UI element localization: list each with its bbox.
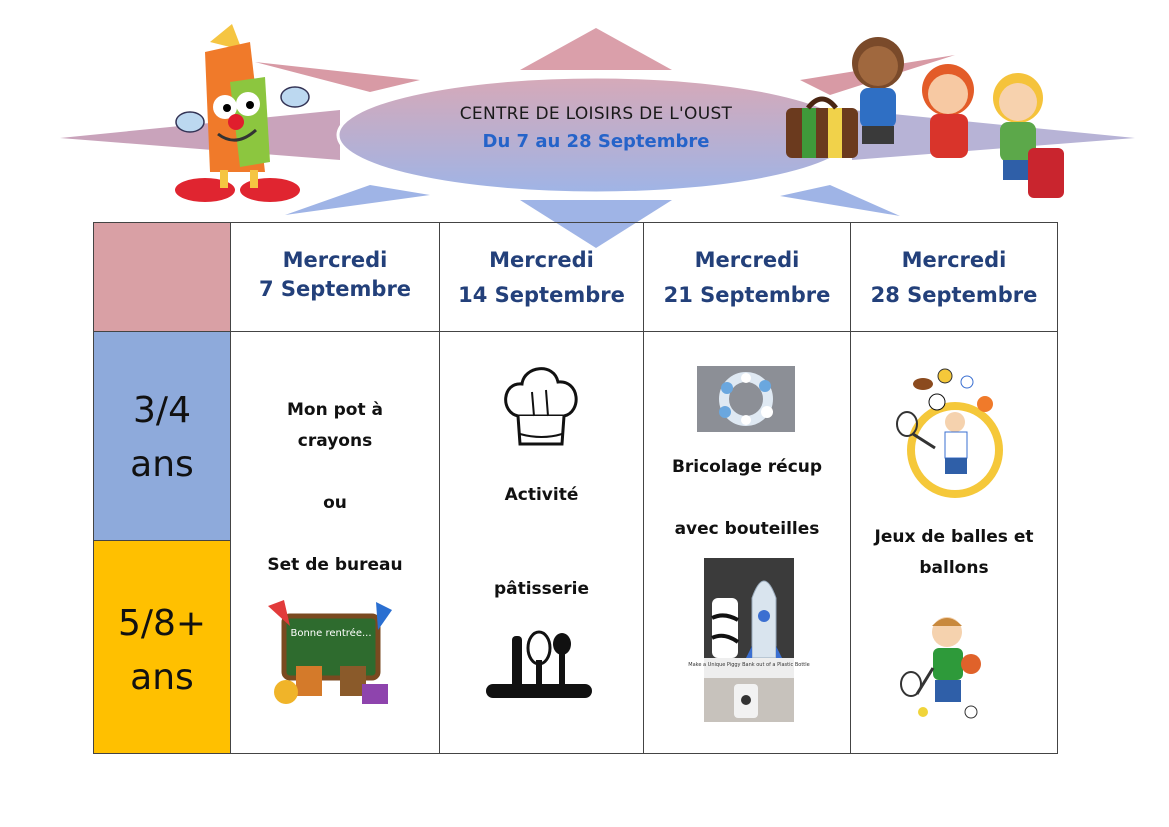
activity-line: ou: [323, 493, 347, 513]
activity-line: Jeux de balles et: [874, 527, 1034, 547]
day-name: Mercredi: [489, 248, 594, 272]
kitchen-utensils-icon: [482, 630, 596, 714]
sports-balls-icon: [895, 368, 1005, 498]
activity-line: Mon pot à: [287, 400, 383, 420]
activity-cell: [440, 332, 644, 754]
day-header: [644, 223, 851, 332]
chef-hat-icon: [502, 362, 580, 450]
activity-cell: [231, 332, 440, 754]
day-header: [440, 223, 644, 332]
banner-title: CENTRE DE LOISIRS DE L'OUST: [459, 104, 733, 124]
day-date: 21 Septembre: [663, 283, 831, 307]
activity-line: crayons: [297, 431, 373, 451]
activity-text: [231, 332, 439, 581]
age-group-5-8: [94, 541, 230, 753]
day-name: Mercredi: [901, 248, 1007, 272]
activity-cell: [851, 332, 1058, 754]
age-label: 3/4: [133, 390, 191, 431]
boy-with-racket-icon: [899, 612, 989, 720]
bottle-rocket-icon: [688, 558, 810, 722]
pencil-mascot-icon: [170, 22, 320, 212]
activities-row: [94, 332, 1058, 754]
activity-line: Bricolage récup: [671, 457, 823, 477]
activity-line: Set de bureau: [267, 555, 403, 575]
board-label: Bonne rentrée...: [290, 628, 372, 639]
age-label: 5/8+: [117, 603, 207, 644]
day-name: Mercredi: [694, 248, 800, 272]
schedule-table: [93, 222, 1058, 754]
day-header: [851, 223, 1058, 332]
day-name: Mercredi: [282, 248, 388, 272]
activity-line: avec bouteilles: [674, 519, 820, 539]
header-row: [94, 223, 1058, 332]
age-column: [94, 332, 231, 754]
activity-line: pâtisserie: [493, 579, 590, 599]
activity-text: [851, 522, 1057, 584]
image-caption: Make a Unique Piggy Bank out of a Plastic Bottle: [688, 662, 810, 668]
day-date: 7 Septembre: [258, 277, 412, 301]
activity-cell: [644, 332, 851, 754]
activity-line: ballons: [919, 558, 989, 578]
day-date: 14 Septembre: [458, 283, 625, 307]
day-header: [231, 223, 440, 332]
day-date: 28 Septembre: [870, 283, 1038, 307]
school-supplies-icon: [266, 596, 396, 716]
age-unit: ans: [130, 444, 194, 485]
age-group-3-4: [94, 332, 230, 541]
paper-wreath-icon: [697, 366, 795, 432]
banner-dates: Du 7 au 28 Septembre: [482, 131, 710, 152]
children-icon: [838, 28, 1070, 218]
corner-cell: [94, 223, 231, 332]
activity-line: Activité: [504, 485, 579, 505]
age-unit: ans: [130, 657, 194, 698]
